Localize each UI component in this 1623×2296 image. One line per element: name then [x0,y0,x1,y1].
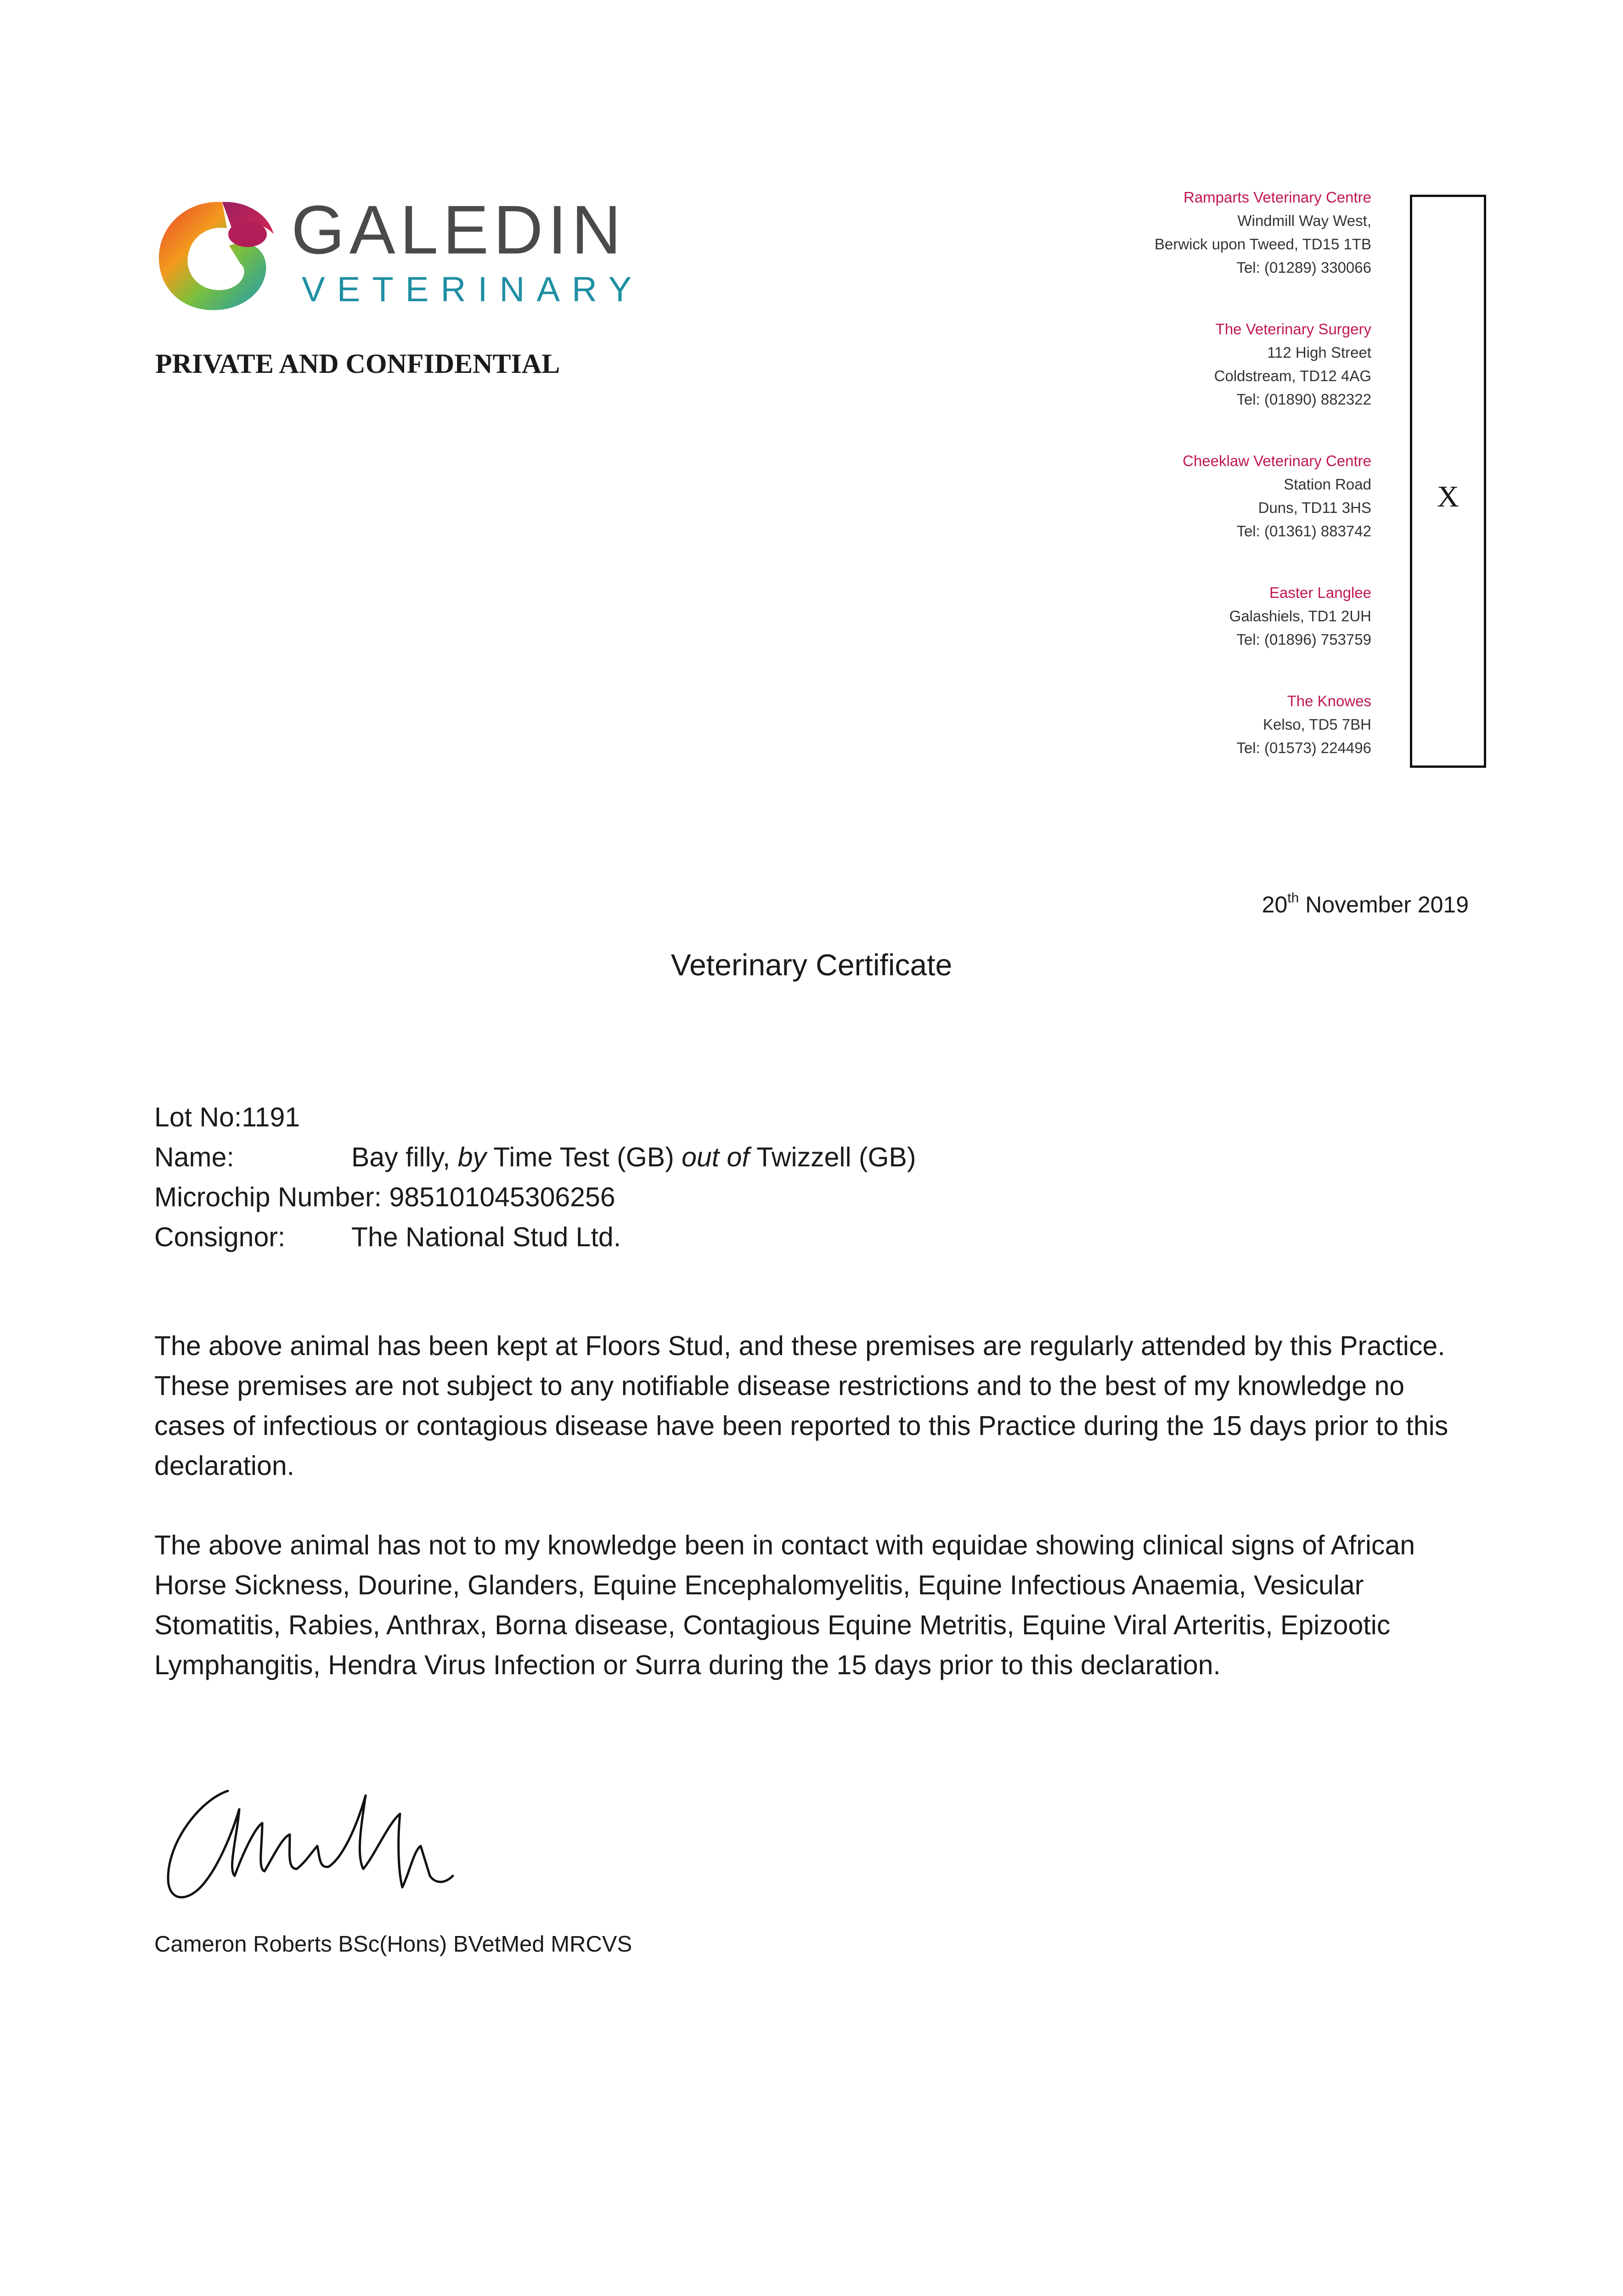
galedin-logo-mark-icon [153,195,277,315]
certificate-date [1262,891,1469,918]
address-line: Tel: (01896) 753759 [1236,631,1371,648]
address-line: Tel: (01890) 882322 [1236,391,1371,408]
document-title: Veterinary Certificate [671,948,952,982]
address-line: Galashiels, TD1 2UH [1229,608,1371,625]
brand-name: GALEDIN [291,191,626,268]
lot-value: 1191 [242,1102,300,1132]
galedin-logo [153,191,644,315]
address-line: Kelso, TD5 7BH [1263,716,1371,733]
practice-address [1004,689,1371,760]
practice-address [1004,449,1371,543]
lot-label: Lot No: [154,1102,242,1132]
practice-address [1004,317,1371,411]
practice-name: Easter Langlee [1269,584,1371,601]
lot-row [154,1097,916,1137]
practice-address-list [1004,186,1371,798]
name-out-of: out of [682,1142,750,1172]
microchip-value: 985101045306256 [389,1182,615,1212]
selection-mark: X [1437,480,1459,513]
practice-selection-box [1410,195,1486,768]
address-line: Tel: (01289) 330066 [1236,259,1371,276]
name-row [154,1137,916,1177]
name-part: Time Test (GB) [486,1142,682,1172]
consignor-label: Consignor: [154,1222,286,1252]
brand-subtitle: VETERINARY [302,270,644,309]
name-label: Name: [154,1142,234,1172]
private-confidential-label: PRIVATE AND CONFIDENTIAL [155,349,560,379]
consignor-row [154,1217,916,1257]
practice-name: The Veterinary Surgery [1215,321,1371,338]
handwritten-signature-icon [159,1777,471,1915]
address-line: Station Road [1284,476,1371,493]
address-line: 112 High Street [1267,344,1371,361]
address-line: Berwick upon Tweed, TD15 1TB [1154,236,1371,253]
address-line: Duns, TD11 3HS [1258,499,1371,516]
name-part: Bay filly, [351,1142,458,1172]
date-suffix: th [1287,890,1299,906]
consignor-value: The National Stud Ltd. [351,1222,621,1252]
name-by: by [457,1142,487,1172]
animal-details [154,1097,916,1257]
date-rest: November 2019 [1305,892,1469,917]
practice-name: The Knowes [1287,692,1371,709]
address-line: Tel: (01573) 224496 [1236,739,1371,756]
address-line: Windmill Way West, [1237,212,1371,229]
signatory-name: Cameron Roberts BSc(Hons) BVetMed MRCVS [154,1932,632,1957]
name-part: Twizzell (GB) [749,1142,916,1172]
practice-name: Ramparts Veterinary Centre [1183,189,1371,206]
microchip-row [154,1177,916,1217]
address-line: Coldstream, TD12 4AG [1214,367,1371,384]
declaration-paragraph: The above animal has been kept at Floors Stud, and these premises are regularly attended by this Practice. These premises are not subject to any notifiable disease restrictions and to the best of my knowledge no cases of infectious or contagious disease have been reported to this Practice during the 15 days prior to this declaration. [154,1331,1448,1481]
practice-name: Cheeklaw Veterinary Centre [1183,452,1371,469]
address-line: Tel: (01361) 883742 [1236,523,1371,540]
disease-contact-paragraph: The above animal has not to my knowledge been in contact with equidae showing clinical signs of African Horse Sickness, Dourine, Glanders, Equine Encephalomyelitis, Equine Infectious Anaemia, Vesicular Stomatitis, Rabies, Anthrax, Borna disease, Contagious Equine Metritis, Equine Viral Arteritis, Epizootic Lymphangitis, Hendra Virus Infection or Surra during the 15 days prior to this declaration. [154,1530,1415,1680]
microchip-label: Microchip Number: [154,1182,389,1212]
practice-address [1004,581,1371,651]
signature [159,1777,471,1917]
date-day: 20 [1262,892,1288,917]
practice-address [1004,186,1371,279]
